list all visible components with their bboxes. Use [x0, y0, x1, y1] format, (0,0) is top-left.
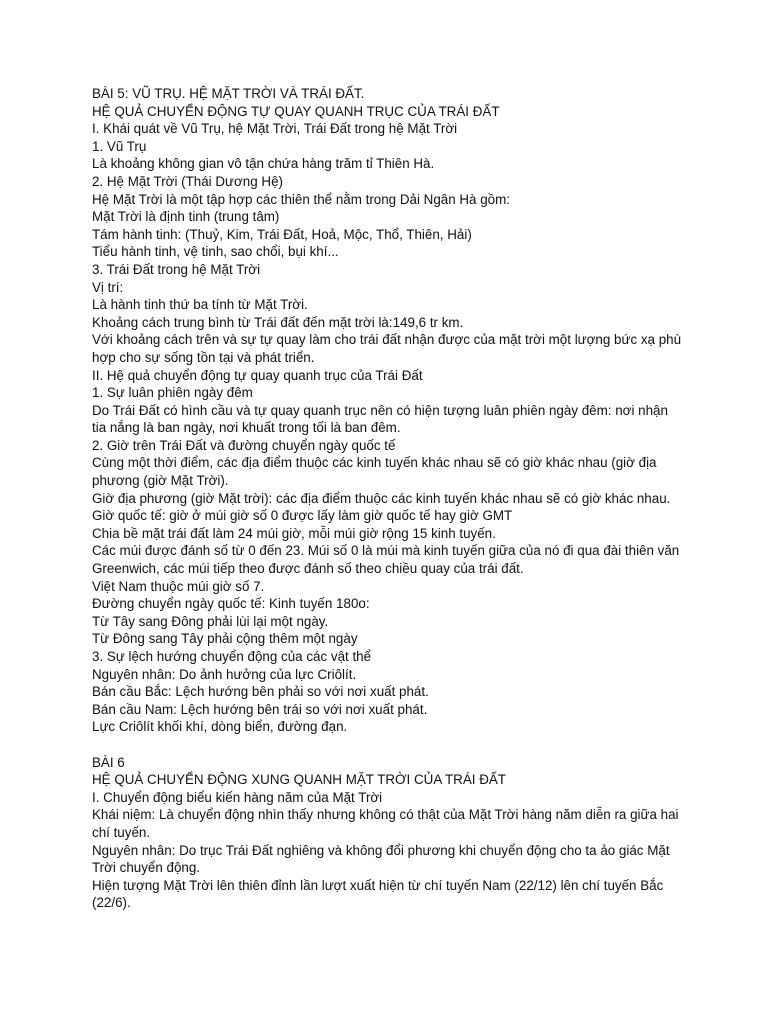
- text-line: Khái niệm: Là chuyển động nhìn thấy nhưng không có thật của Mặt Trời hàng năm diễn ra giữa hai chí tuyến.: [92, 807, 679, 840]
- text-line: Bán cầu Nam: Lệch hướng bên trái so với nơi xuất phát.: [92, 701, 428, 717]
- text-line: 1. Vũ Trụ: [92, 138, 147, 154]
- text-line: Là khoảng không gian vô tận chứa hàng trăm tỉ Thiên Hà.: [92, 156, 435, 172]
- text-line: Tiểu hành tinh, vệ tinh, sao chổi, bụi khí...: [92, 244, 339, 260]
- text-line: Từ Tây sang Đông phải lùi lại một ngày.: [92, 613, 329, 629]
- text-line: Chia bề mặt trái đất làm 24 múi giờ, mỗi múi giờ rộng 15 kinh tuyến.: [92, 525, 496, 541]
- text-line: Bán cầu Bắc: Lệch hướng bên phải so với nơi xuất phát.: [92, 684, 429, 700]
- text-line: 2. Giờ trên Trái Đất và đường chuyển ngày quốc tế: [92, 437, 396, 453]
- text-line: Hiện tượng Mặt Trời lên thiên đỉnh lần lượt xuất hiện từ chí tuyến Nam (22/12) lên chí tuyến Bắc (22/6).: [92, 877, 664, 911]
- text-line: 1. Sự luân phiên ngày đêm: [92, 385, 253, 401]
- text-line: Giờ quốc tế: giờ ở múi giờ số 0 được lấy làm giờ quốc tế hay giờ GMT: [92, 508, 513, 524]
- text-line: I. Khái quát về Vũ Trụ, hệ Mặt Trời, Trái Đất trong hệ Mặt Trời: [92, 121, 458, 137]
- text-line: Là hành tinh thứ ba tính từ Mặt Trời.: [92, 297, 308, 313]
- document-page: [92, 85, 682, 912]
- text-line: BÀI 5: VŨ TRỤ. HỆ MẶT TRỜI VÀ TRÁI ĐẤT.: [92, 86, 365, 101]
- text-line: II. Hệ quả chuyển động tự quay quanh trục của Trái Đất: [92, 367, 423, 383]
- text-line: Với khoảng cách trên và sự tự quay làm cho trái đất nhận được của mặt trời một lượng bức xạ phù hợp cho sự sống tồn tại và phát triển.: [92, 332, 682, 365]
- text-line: BÀI 6: [92, 754, 125, 770]
- text-line: 2. Hệ Mặt Trời (Thái Dương Hệ): [92, 173, 283, 189]
- text-line: Mặt Trời là định tinh (trung tâm): [92, 209, 280, 225]
- text-line: Từ Đông sang Tây phải cộng thêm một ngày: [92, 631, 358, 647]
- text-line: Cùng một thời điểm, các địa điểm thuộc các kinh tuyến khác nhau sẽ có giờ khác nhau (giờ địa phương (giờ Mặt Trời).: [92, 455, 657, 489]
- text-line: Do Trái Đất có hình cầu và tự quay quanh trục nên có hiện tượng luân phiên ngày đêm: nơi nhận tia nắng là ban ngày, nơi khuất trong tối là ban đêm.: [92, 402, 668, 436]
- text-line: Khoảng cách trung bình từ Trái đất đến mặt trời là:149,6 tr km.: [92, 314, 464, 330]
- text-line: HỆ QUẢ CHUYỂN ĐỘNG XUNG QUANH MẶT TRỜI CỦA TRÁI ĐẤT: [92, 772, 506, 788]
- text-line: 3. Sự lệch hướng chuyển động của các vật thể: [92, 649, 372, 664]
- text-line: Hệ Mặt Trời là một tập hợp các thiên thể nằm trong Dải Ngân Hà gồm:: [92, 191, 510, 207]
- text-line: Đường chuyển ngày quốc tế: Kinh tuyến 180o:: [92, 596, 370, 612]
- text-line: Nguyên nhân: Do trục Trái Đất nghiêng và không đổi phương khi chuyển động cho ta ảo giác Mặt Trời chuyển động.: [92, 842, 670, 876]
- text-line: Các múi được đánh số từ 0 đến 23. Múi số 0 là múi mà kinh tuyến giữa của nó đi qua đài thiên văn Greenwich, các múi tiếp theo được đánh số theo chiều quay của trái đất.: [92, 543, 680, 577]
- text-line: Vị trí:: [92, 279, 124, 295]
- lesson-6-section: [92, 754, 682, 912]
- text-line: 3. Trái Đất trong hệ Mặt Trời: [92, 261, 261, 277]
- text-line: HỆ QUẢ CHUYỂN ĐỘNG TỰ QUAY QUANH TRỤC CỦA TRÁI ĐẤT: [92, 103, 500, 119]
- text-line: Tám hành tinh: (Thuỷ, Kim, Trái Đất, Hoả, Mộc, Thổ, Thiên, Hải): [92, 226, 472, 242]
- text-line: Giờ địa phương (giờ Mặt trời): các địa điểm thuộc các kinh tuyến khác nhau sẽ có giờ khác nhau.: [92, 490, 671, 506]
- section-gap: [92, 736, 682, 754]
- text-line: Nguyên nhân: Do ảnh hưởng của lực Criôlít.: [92, 666, 357, 682]
- lesson-5-section: [92, 85, 682, 736]
- text-line: Lực Criôlít khối khí, dòng biển, đường đạn.: [92, 719, 348, 735]
- text-line: I. Chuyển động biểu kiến hàng năm của Mặt Trời: [92, 789, 383, 805]
- text-line: Việt Nam thuộc múi giờ số 7.: [92, 578, 265, 594]
